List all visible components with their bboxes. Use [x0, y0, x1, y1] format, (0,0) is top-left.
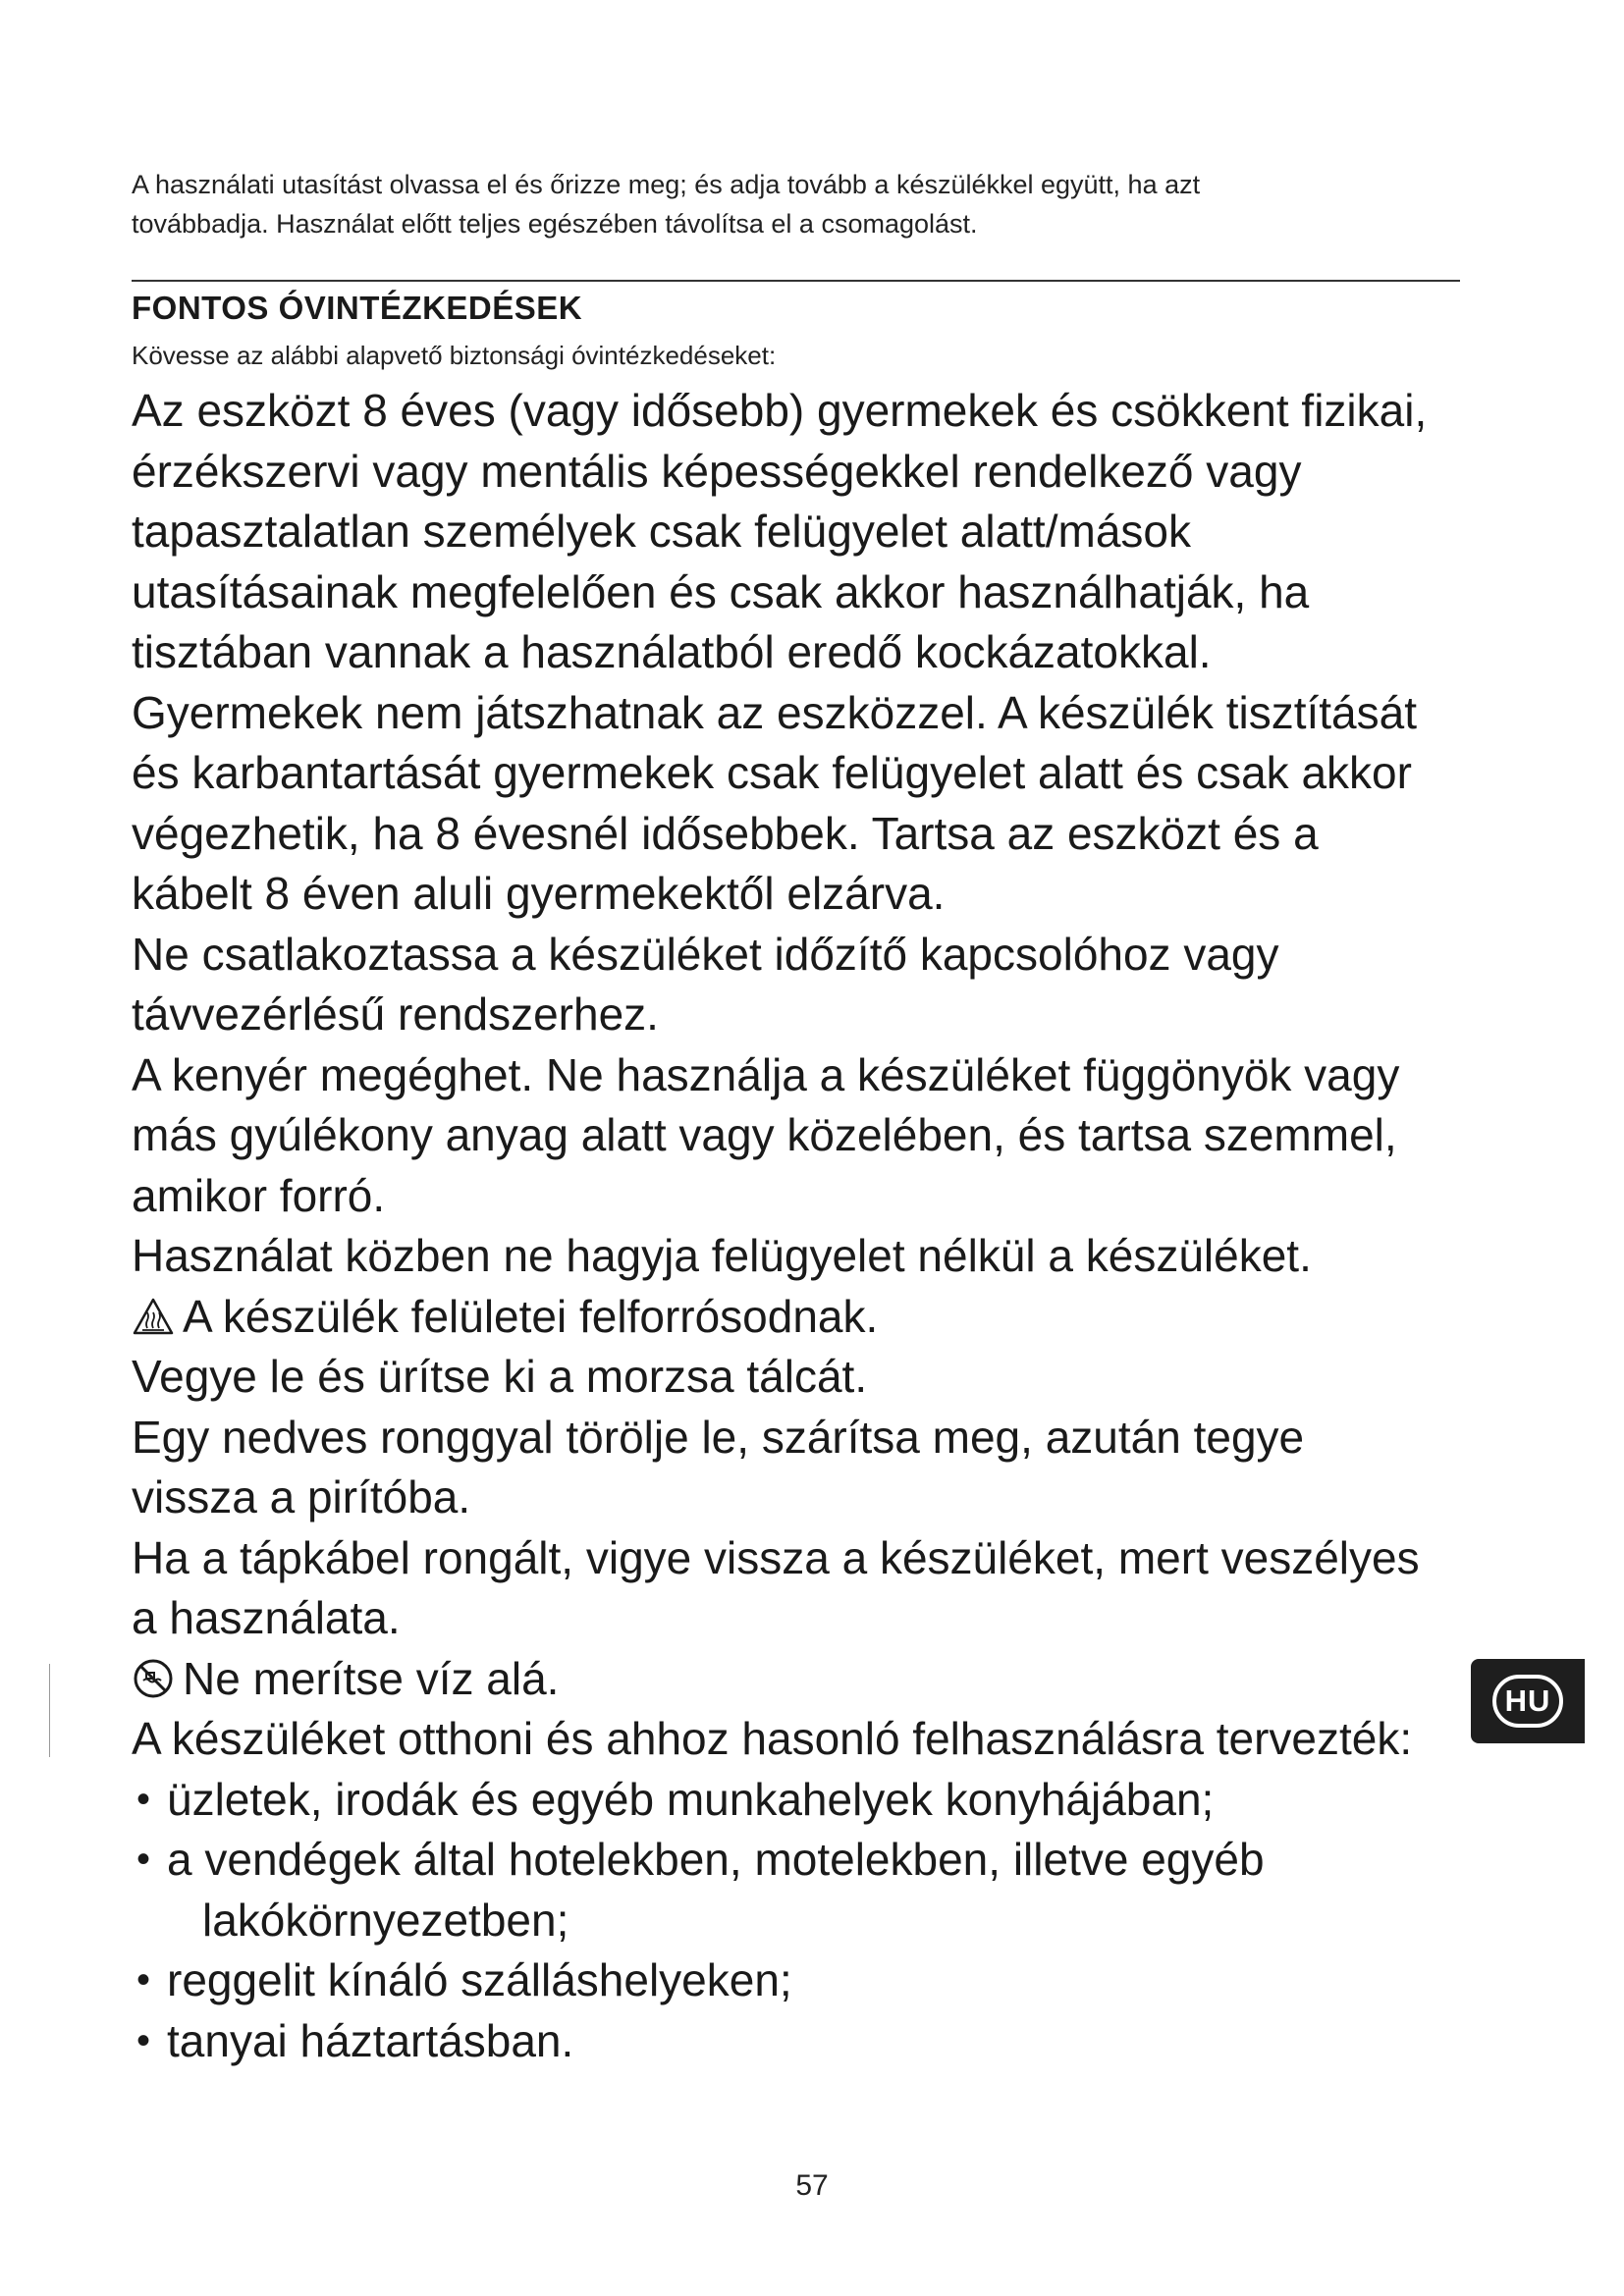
- margin-mark: [49, 1664, 50, 1757]
- paragraph-timer: [132, 925, 1487, 1045]
- bullet-marker: •: [135, 1838, 150, 1881]
- list-item: [132, 1950, 1487, 2011]
- language-badge: HU: [1492, 1675, 1563, 1728]
- paragraph-supervision: [132, 381, 1487, 683]
- text-line: kábelt 8 éven aluli gyermekektől elzárva.: [132, 868, 946, 919]
- text-line: Ne merítse víz alá.: [183, 1652, 560, 1704]
- paragraph-bread-burn: [132, 1045, 1487, 1227]
- hot-surface-warning-icon: [132, 1297, 175, 1336]
- paragraph-no-immerse: [132, 1649, 1487, 1710]
- intro-line: továbbadja. Használat előtt teljes egészében távolítsa el a csomagolást.: [132, 209, 978, 239]
- text-line: és karbantartását gyermekek csak felügyelet alatt és csak akkor: [132, 747, 1412, 798]
- bullet-marker: •: [135, 1777, 150, 1821]
- list-item-text: tanyai háztartásban.: [167, 2014, 574, 2066]
- no-water-immersion-icon: [132, 1657, 175, 1700]
- text-line: végezhetik, ha 8 évesnél idősebbek. Tartsa az eszközt és a: [132, 807, 1319, 859]
- text-line: A kenyér megéghet. Ne használja a készüléket függönyök vagy: [132, 1048, 1400, 1100]
- paragraph-damaged-cable: [132, 1528, 1487, 1649]
- section-subheading: Kövesse az alábbi alapvető biztonsági óvintézkedéseket:: [132, 341, 777, 370]
- list-item: [132, 2011, 1487, 2072]
- intro-text: [132, 165, 1457, 243]
- bullet-marker: •: [135, 1958, 150, 2002]
- list-item-text-continued: lakókörnyezetben;: [202, 1894, 569, 1946]
- intended-use-list: [132, 1770, 1487, 2072]
- text-line: a használata.: [132, 1592, 401, 1643]
- text-line: Ha a tápkábel rongált, vigye vissza a készüléket, mert veszélyes: [132, 1531, 1420, 1583]
- text-line: Gyermekek nem játszhatnak az eszközzel. A készülék tisztítását: [132, 686, 1418, 738]
- list-item: [132, 1770, 1487, 1831]
- section-heading: FONTOS ÓVINTÉZKEDÉSEK: [132, 290, 583, 326]
- text-line: vissza a pirítóba.: [132, 1471, 471, 1522]
- paragraph-hot-surface: [132, 1287, 1487, 1348]
- text-line: Egy nedves ronggyal törölje le, szárítsa meg, azután tegye: [132, 1411, 1305, 1463]
- paragraph-children: [132, 683, 1487, 925]
- text-line: távvezérlésű rendszerhez.: [132, 988, 659, 1040]
- text-line: Az eszközt 8 éves (vagy idősebb) gyermekek és csökkent fizikai,: [132, 385, 1428, 436]
- list-item-text: a vendégek által hotelekben, motelekben, illetve egyéb: [167, 1834, 1265, 1885]
- page-number: 57: [795, 2169, 829, 2202]
- text-line: amikor forró.: [132, 1169, 386, 1221]
- list-item: [132, 1830, 1487, 1950]
- intro-line: A használati utasítást olvassa el és őrizze meg; és adja tovább a készülékkel együtt, ha azt: [132, 170, 1201, 199]
- language-tab: [1471, 1659, 1585, 1743]
- text-line: tapasztalatlan személyek csak felügyelet alatt/mások: [132, 506, 1191, 557]
- section-divider: [132, 280, 1460, 282]
- text-line: A készülék felületei felforrósodnak.: [183, 1290, 879, 1342]
- paragraph-unattended: Használat közben ne hagyja felügyelet nélkül a készüléket.: [132, 1230, 1312, 1281]
- text-line: Ne csatlakoztassa a készüléket időzítő kapcsolóhoz vagy: [132, 928, 1279, 980]
- paragraph-crumb-tray: Vegye le és ürítse ki a morzsa tálcát.: [132, 1351, 868, 1402]
- text-line: érzékszervi vagy mentális képességekkel rendelkező vagy: [132, 445, 1302, 497]
- list-item-text: üzletek, irodák és egyéb munkahelyek konyhájában;: [167, 1773, 1215, 1825]
- list-item-text: reggelit kínáló szálláshelyeken;: [167, 1954, 792, 2005]
- text-line: utasításainak megfelelően és csak akkor használhatják, ha: [132, 565, 1310, 617]
- bullet-marker: •: [135, 2018, 150, 2062]
- paragraph-cleaning: [132, 1408, 1487, 1528]
- safety-instructions: [132, 381, 1487, 2071]
- text-line: tisztában vannak a használatból eredő kockázatokkal.: [132, 626, 1212, 677]
- paragraph-intended-use: A készüléket otthoni és ahhoz hasonló felhasználásra tervezték:: [132, 1713, 1413, 1764]
- text-line: más gyúlékony anyag alatt vagy közelében, és tartsa szemmel,: [132, 1109, 1397, 1160]
